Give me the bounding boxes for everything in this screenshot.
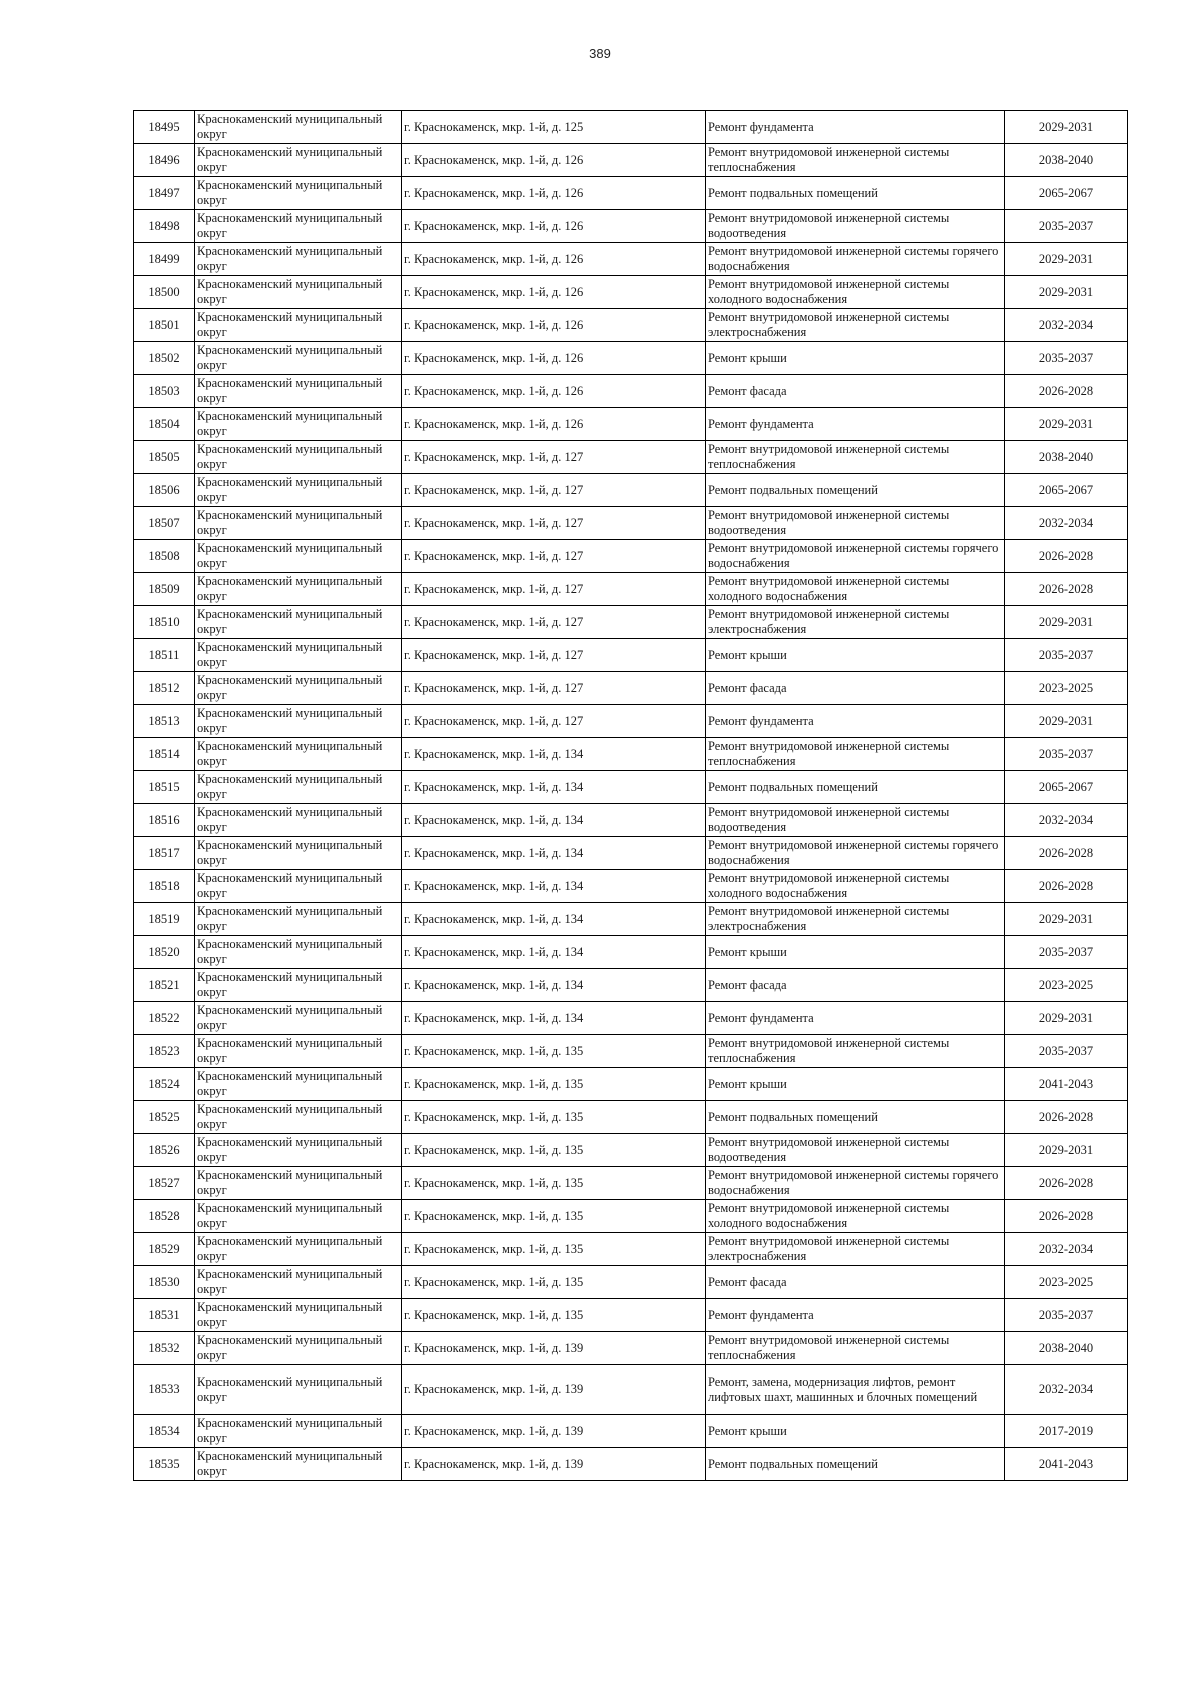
work-type-cell: Ремонт внутридомовой инженерной системы холодного водоснабжения [706,870,1005,903]
municipality-cell: Краснокаменский муниципальный округ [195,1167,402,1200]
table-row [134,1299,1128,1332]
address-cell: г. Краснокаменск, мкр. 1-й, д. 139 [402,1332,706,1365]
table-row [134,771,1128,804]
table-row [134,1365,1128,1415]
period-cell: 2026-2028 [1005,1101,1128,1134]
work-type-cell: Ремонт внутридомовой инженерной системы теплоснабжения [706,144,1005,177]
table-row [134,837,1128,870]
period-cell: 2032-2034 [1005,1365,1128,1415]
period-cell: 2032-2034 [1005,804,1128,837]
address-cell: г. Краснокаменск, мкр. 1-й, д. 126 [402,408,706,441]
work-type-cell: Ремонт фасада [706,1266,1005,1299]
table-body [134,111,1128,1481]
row-number-cell: 18525 [134,1101,195,1134]
municipality-cell: Краснокаменский муниципальный округ [195,111,402,144]
address-cell: г. Краснокаменск, мкр. 1-й, д. 125 [402,111,706,144]
row-number-cell: 18502 [134,342,195,375]
row-number-cell: 18520 [134,936,195,969]
period-cell: 2038-2040 [1005,1332,1128,1365]
municipality-cell: Краснокаменский муниципальный округ [195,1200,402,1233]
address-cell: г. Краснокаменск, мкр. 1-й, д. 126 [402,177,706,210]
table-row [134,870,1128,903]
municipality-cell: Краснокаменский муниципальный округ [195,1068,402,1101]
municipality-cell: Краснокаменский муниципальный округ [195,1101,402,1134]
period-cell: 2017-2019 [1005,1415,1128,1448]
municipality-cell: Краснокаменский муниципальный округ [195,1134,402,1167]
work-type-cell: Ремонт внутридомовой инженерной системы холодного водоснабжения [706,276,1005,309]
address-cell: г. Краснокаменск, мкр. 1-й, д. 134 [402,969,706,1002]
period-cell: 2038-2040 [1005,144,1128,177]
row-number-cell: 18510 [134,606,195,639]
period-cell: 2029-2031 [1005,903,1128,936]
work-type-cell: Ремонт внутридомовой инженерной системы холодного водоснабжения [706,1200,1005,1233]
address-cell: г. Краснокаменск, мкр. 1-й, д. 135 [402,1200,706,1233]
address-cell: г. Краснокаменск, мкр. 1-й, д. 126 [402,210,706,243]
table-row [134,540,1128,573]
period-cell: 2029-2031 [1005,705,1128,738]
table-row [134,1134,1128,1167]
work-type-cell: Ремонт фундамента [706,408,1005,441]
work-type-cell: Ремонт внутридомовой инженерной системы горячего водоснабжения [706,243,1005,276]
municipality-cell: Краснокаменский муниципальный округ [195,870,402,903]
address-cell: г. Краснокаменск, мкр. 1-й, д. 127 [402,573,706,606]
municipality-cell: Краснокаменский муниципальный округ [195,342,402,375]
municipality-cell: Краснокаменский муниципальный округ [195,606,402,639]
address-cell: г. Краснокаменск, мкр. 1-й, д. 127 [402,474,706,507]
period-cell: 2023-2025 [1005,969,1128,1002]
work-type-cell: Ремонт внутридомовой инженерной системы теплоснабжения [706,1332,1005,1365]
row-number-cell: 18516 [134,804,195,837]
work-type-cell: Ремонт подвальных помещений [706,177,1005,210]
municipality-cell: Краснокаменский муниципальный округ [195,210,402,243]
municipality-cell: Краснокаменский муниципальный округ [195,408,402,441]
table-row [134,1101,1128,1134]
address-cell: г. Краснокаменск, мкр. 1-й, д. 139 [402,1365,706,1415]
table-row [134,1035,1128,1068]
row-number-cell: 18506 [134,474,195,507]
work-type-cell: Ремонт внутридомовой инженерной системы электроснабжения [706,903,1005,936]
row-number-cell: 18519 [134,903,195,936]
municipality-cell: Краснокаменский муниципальный округ [195,672,402,705]
municipality-cell: Краснокаменский муниципальный округ [195,441,402,474]
work-type-cell: Ремонт фундамента [706,1299,1005,1332]
row-number-cell: 18522 [134,1002,195,1035]
period-cell: 2032-2034 [1005,309,1128,342]
row-number-cell: 18531 [134,1299,195,1332]
address-cell: г. Краснокаменск, мкр. 1-й, д. 139 [402,1448,706,1481]
period-cell: 2026-2028 [1005,837,1128,870]
address-cell: г. Краснокаменск, мкр. 1-й, д. 135 [402,1134,706,1167]
period-cell: 2026-2028 [1005,1200,1128,1233]
period-cell: 2065-2067 [1005,474,1128,507]
municipality-cell: Краснокаменский муниципальный округ [195,639,402,672]
address-cell: г. Краснокаменск, мкр. 1-й, д. 134 [402,804,706,837]
municipality-cell: Краснокаменский муниципальный округ [195,738,402,771]
repair-schedule-table [133,110,1128,1481]
work-type-cell: Ремонт крыши [706,1415,1005,1448]
row-number-cell: 18504 [134,408,195,441]
work-type-cell: Ремонт фундамента [706,111,1005,144]
table-row [134,738,1128,771]
municipality-cell: Краснокаменский муниципальный округ [195,804,402,837]
address-cell: г. Краснокаменск, мкр. 1-й, д. 135 [402,1101,706,1134]
work-type-cell: Ремонт внутридомовой инженерной системы водоотведения [706,804,1005,837]
period-cell: 2035-2037 [1005,738,1128,771]
period-cell: 2023-2025 [1005,672,1128,705]
address-cell: г. Краснокаменск, мкр. 1-й, д. 126 [402,342,706,375]
address-cell: г. Краснокаменск, мкр. 1-й, д. 127 [402,441,706,474]
work-type-cell: Ремонт крыши [706,342,1005,375]
row-number-cell: 18497 [134,177,195,210]
municipality-cell: Краснокаменский муниципальный округ [195,1299,402,1332]
period-cell: 2038-2040 [1005,441,1128,474]
row-number-cell: 18529 [134,1233,195,1266]
work-type-cell: Ремонт внутридомовой инженерной системы электроснабжения [706,309,1005,342]
period-cell: 2035-2037 [1005,342,1128,375]
row-number-cell: 18501 [134,309,195,342]
work-type-cell: Ремонт внутридомовой инженерной системы теплоснабжения [706,1035,1005,1068]
work-type-cell: Ремонт подвальных помещений [706,1101,1005,1134]
table-row [134,177,1128,210]
table-row [134,1332,1128,1365]
table-row [134,375,1128,408]
work-type-cell: Ремонт внутридомовой инженерной системы теплоснабжения [706,738,1005,771]
work-type-cell: Ремонт подвальных помещений [706,1448,1005,1481]
row-number-cell: 18535 [134,1448,195,1481]
row-number-cell: 18495 [134,111,195,144]
municipality-cell: Краснокаменский муниципальный округ [195,1415,402,1448]
work-type-cell: Ремонт внутридомовой инженерной системы электроснабжения [706,1233,1005,1266]
period-cell: 2029-2031 [1005,606,1128,639]
period-cell: 2032-2034 [1005,507,1128,540]
table-row [134,441,1128,474]
address-cell: г. Краснокаменск, мкр. 1-й, д. 134 [402,936,706,969]
table-row [134,144,1128,177]
municipality-cell: Краснокаменский муниципальный округ [195,903,402,936]
row-number-cell: 18528 [134,1200,195,1233]
work-type-cell: Ремонт фасада [706,672,1005,705]
table-row [134,474,1128,507]
work-type-cell: Ремонт фундамента [706,705,1005,738]
work-type-cell: Ремонт внутридомовой инженерной системы электроснабжения [706,606,1005,639]
table-row [134,309,1128,342]
address-cell: г. Краснокаменск, мкр. 1-й, д. 126 [402,243,706,276]
municipality-cell: Краснокаменский муниципальный округ [195,309,402,342]
municipality-cell: Краснокаменский муниципальный округ [195,507,402,540]
address-cell: г. Краснокаменск, мкр. 1-й, д. 134 [402,903,706,936]
row-number-cell: 18500 [134,276,195,309]
row-number-cell: 18515 [134,771,195,804]
row-number-cell: 18530 [134,1266,195,1299]
period-cell: 2065-2067 [1005,177,1128,210]
work-type-cell: Ремонт внутридомовой инженерной системы горячего водоснабжения [706,837,1005,870]
municipality-cell: Краснокаменский муниципальный округ [195,705,402,738]
row-number-cell: 18507 [134,507,195,540]
work-type-cell: Ремонт внутридомовой инженерной системы горячего водоснабжения [706,1167,1005,1200]
table-row [134,342,1128,375]
period-cell: 2035-2037 [1005,210,1128,243]
address-cell: г. Краснокаменск, мкр. 1-й, д. 127 [402,606,706,639]
address-cell: г. Краснокаменск, мкр. 1-й, д. 135 [402,1266,706,1299]
address-cell: г. Краснокаменск, мкр. 1-й, д. 139 [402,1415,706,1448]
row-number-cell: 18508 [134,540,195,573]
page-number: 389 [589,46,611,61]
table-row [134,1068,1128,1101]
municipality-cell: Краснокаменский муниципальный округ [195,540,402,573]
table-row [134,276,1128,309]
period-cell: 2029-2031 [1005,111,1128,144]
row-number-cell: 18513 [134,705,195,738]
work-type-cell: Ремонт подвальных помещений [706,474,1005,507]
row-number-cell: 18505 [134,441,195,474]
table-row [134,1167,1128,1200]
address-cell: г. Краснокаменск, мкр. 1-й, д. 126 [402,309,706,342]
table-row [134,573,1128,606]
table-row [134,1200,1128,1233]
municipality-cell: Краснокаменский муниципальный округ [195,969,402,1002]
table-row [134,705,1128,738]
row-number-cell: 18511 [134,639,195,672]
work-type-cell: Ремонт внутридомовой инженерной системы горячего водоснабжения [706,540,1005,573]
address-cell: г. Краснокаменск, мкр. 1-й, д. 134 [402,837,706,870]
municipality-cell: Краснокаменский муниципальный округ [195,474,402,507]
municipality-cell: Краснокаменский муниципальный округ [195,936,402,969]
row-number-cell: 18527 [134,1167,195,1200]
municipality-cell: Краснокаменский муниципальный округ [195,1035,402,1068]
work-type-cell: Ремонт фасада [706,375,1005,408]
period-cell: 2065-2067 [1005,771,1128,804]
table-row [134,639,1128,672]
work-type-cell: Ремонт крыши [706,639,1005,672]
table-row [134,1448,1128,1481]
row-number-cell: 18533 [134,1365,195,1415]
municipality-cell: Краснокаменский муниципальный округ [195,837,402,870]
address-cell: г. Краснокаменск, мкр. 1-й, д. 135 [402,1299,706,1332]
work-type-cell: Ремонт крыши [706,936,1005,969]
period-cell: 2026-2028 [1005,573,1128,606]
row-number-cell: 18514 [134,738,195,771]
municipality-cell: Краснокаменский муниципальный округ [195,1266,402,1299]
row-number-cell: 18499 [134,243,195,276]
address-cell: г. Краснокаменск, мкр. 1-й, д. 134 [402,1002,706,1035]
period-cell: 2023-2025 [1005,1266,1128,1299]
municipality-cell: Краснокаменский муниципальный округ [195,1233,402,1266]
table-row [134,1002,1128,1035]
work-type-cell: Ремонт внутридомовой инженерной системы холодного водоснабжения [706,573,1005,606]
municipality-cell: Краснокаменский муниципальный округ [195,1448,402,1481]
address-cell: г. Краснокаменск, мкр. 1-й, д. 127 [402,507,706,540]
period-cell: 2035-2037 [1005,1299,1128,1332]
table-row [134,408,1128,441]
period-cell: 2035-2037 [1005,1035,1128,1068]
row-number-cell: 18526 [134,1134,195,1167]
municipality-cell: Краснокаменский муниципальный округ [195,375,402,408]
address-cell: г. Краснокаменск, мкр. 1-й, д. 134 [402,738,706,771]
address-cell: г. Краснокаменск, мкр. 1-й, д. 127 [402,705,706,738]
address-cell: г. Краснокаменск, мкр. 1-й, д. 127 [402,540,706,573]
row-number-cell: 18521 [134,969,195,1002]
period-cell: 2041-2043 [1005,1068,1128,1101]
period-cell: 2041-2043 [1005,1448,1128,1481]
row-number-cell: 18524 [134,1068,195,1101]
table-row [134,936,1128,969]
row-number-cell: 18509 [134,573,195,606]
table-row [134,1415,1128,1448]
table-row [134,507,1128,540]
period-cell: 2029-2031 [1005,1134,1128,1167]
row-number-cell: 18518 [134,870,195,903]
municipality-cell: Краснокаменский муниципальный округ [195,1002,402,1035]
address-cell: г. Краснокаменск, мкр. 1-й, д. 127 [402,639,706,672]
municipality-cell: Краснокаменский муниципальный округ [195,573,402,606]
period-cell: 2029-2031 [1005,276,1128,309]
municipality-cell: Краснокаменский муниципальный округ [195,177,402,210]
work-type-cell: Ремонт внутридомовой инженерной системы водоотведения [706,1134,1005,1167]
work-type-cell: Ремонт внутридомовой инженерной системы водоотведения [706,210,1005,243]
address-cell: г. Краснокаменск, мкр. 1-й, д. 127 [402,672,706,705]
table-row [134,903,1128,936]
address-cell: г. Краснокаменск, мкр. 1-й, д. 134 [402,870,706,903]
period-cell: 2026-2028 [1005,375,1128,408]
municipality-cell: Краснокаменский муниципальный округ [195,243,402,276]
period-cell: 2026-2028 [1005,870,1128,903]
address-cell: г. Краснокаменск, мкр. 1-й, д. 135 [402,1233,706,1266]
row-number-cell: 18498 [134,210,195,243]
address-cell: г. Краснокаменск, мкр. 1-й, д. 126 [402,276,706,309]
municipality-cell: Краснокаменский муниципальный округ [195,1365,402,1415]
table-row [134,606,1128,639]
table-row [134,672,1128,705]
address-cell: г. Краснокаменск, мкр. 1-й, д. 134 [402,771,706,804]
table-row [134,1233,1128,1266]
address-cell: г. Краснокаменск, мкр. 1-й, д. 135 [402,1167,706,1200]
row-number-cell: 18496 [134,144,195,177]
row-number-cell: 18534 [134,1415,195,1448]
period-cell: 2026-2028 [1005,1167,1128,1200]
table-row [134,804,1128,837]
period-cell: 2035-2037 [1005,639,1128,672]
period-cell: 2032-2034 [1005,1233,1128,1266]
address-cell: г. Краснокаменск, мкр. 1-й, д. 126 [402,144,706,177]
table-row [134,969,1128,1002]
work-type-cell: Ремонт подвальных помещений [706,771,1005,804]
row-number-cell: 18517 [134,837,195,870]
row-number-cell: 18512 [134,672,195,705]
work-type-cell: Ремонт внутридомовой инженерной системы водоотведения [706,507,1005,540]
table-row [134,1266,1128,1299]
work-type-cell: Ремонт фундамента [706,1002,1005,1035]
table-row [134,111,1128,144]
municipality-cell: Краснокаменский муниципальный округ [195,1332,402,1365]
municipality-cell: Краснокаменский муниципальный округ [195,771,402,804]
row-number-cell: 18523 [134,1035,195,1068]
municipality-cell: Краснокаменский муниципальный округ [195,144,402,177]
table-row [134,210,1128,243]
address-cell: г. Краснокаменск, мкр. 1-й, д. 135 [402,1035,706,1068]
municipality-cell: Краснокаменский муниципальный округ [195,276,402,309]
row-number-cell: 18503 [134,375,195,408]
period-cell: 2029-2031 [1005,1002,1128,1035]
work-type-cell: Ремонт, замена, модернизация лифтов, ремонт лифтовых шахт, машинных и блочных помещений [706,1365,1005,1415]
table-row [134,243,1128,276]
period-cell: 2029-2031 [1005,408,1128,441]
work-type-cell: Ремонт внутридомовой инженерной системы теплоснабжения [706,441,1005,474]
period-cell: 2035-2037 [1005,936,1128,969]
period-cell: 2026-2028 [1005,540,1128,573]
address-cell: г. Краснокаменск, мкр. 1-й, д. 135 [402,1068,706,1101]
address-cell: г. Краснокаменск, мкр. 1-й, д. 126 [402,375,706,408]
period-cell: 2029-2031 [1005,243,1128,276]
row-number-cell: 18532 [134,1332,195,1365]
work-type-cell: Ремонт фасада [706,969,1005,1002]
work-type-cell: Ремонт крыши [706,1068,1005,1101]
